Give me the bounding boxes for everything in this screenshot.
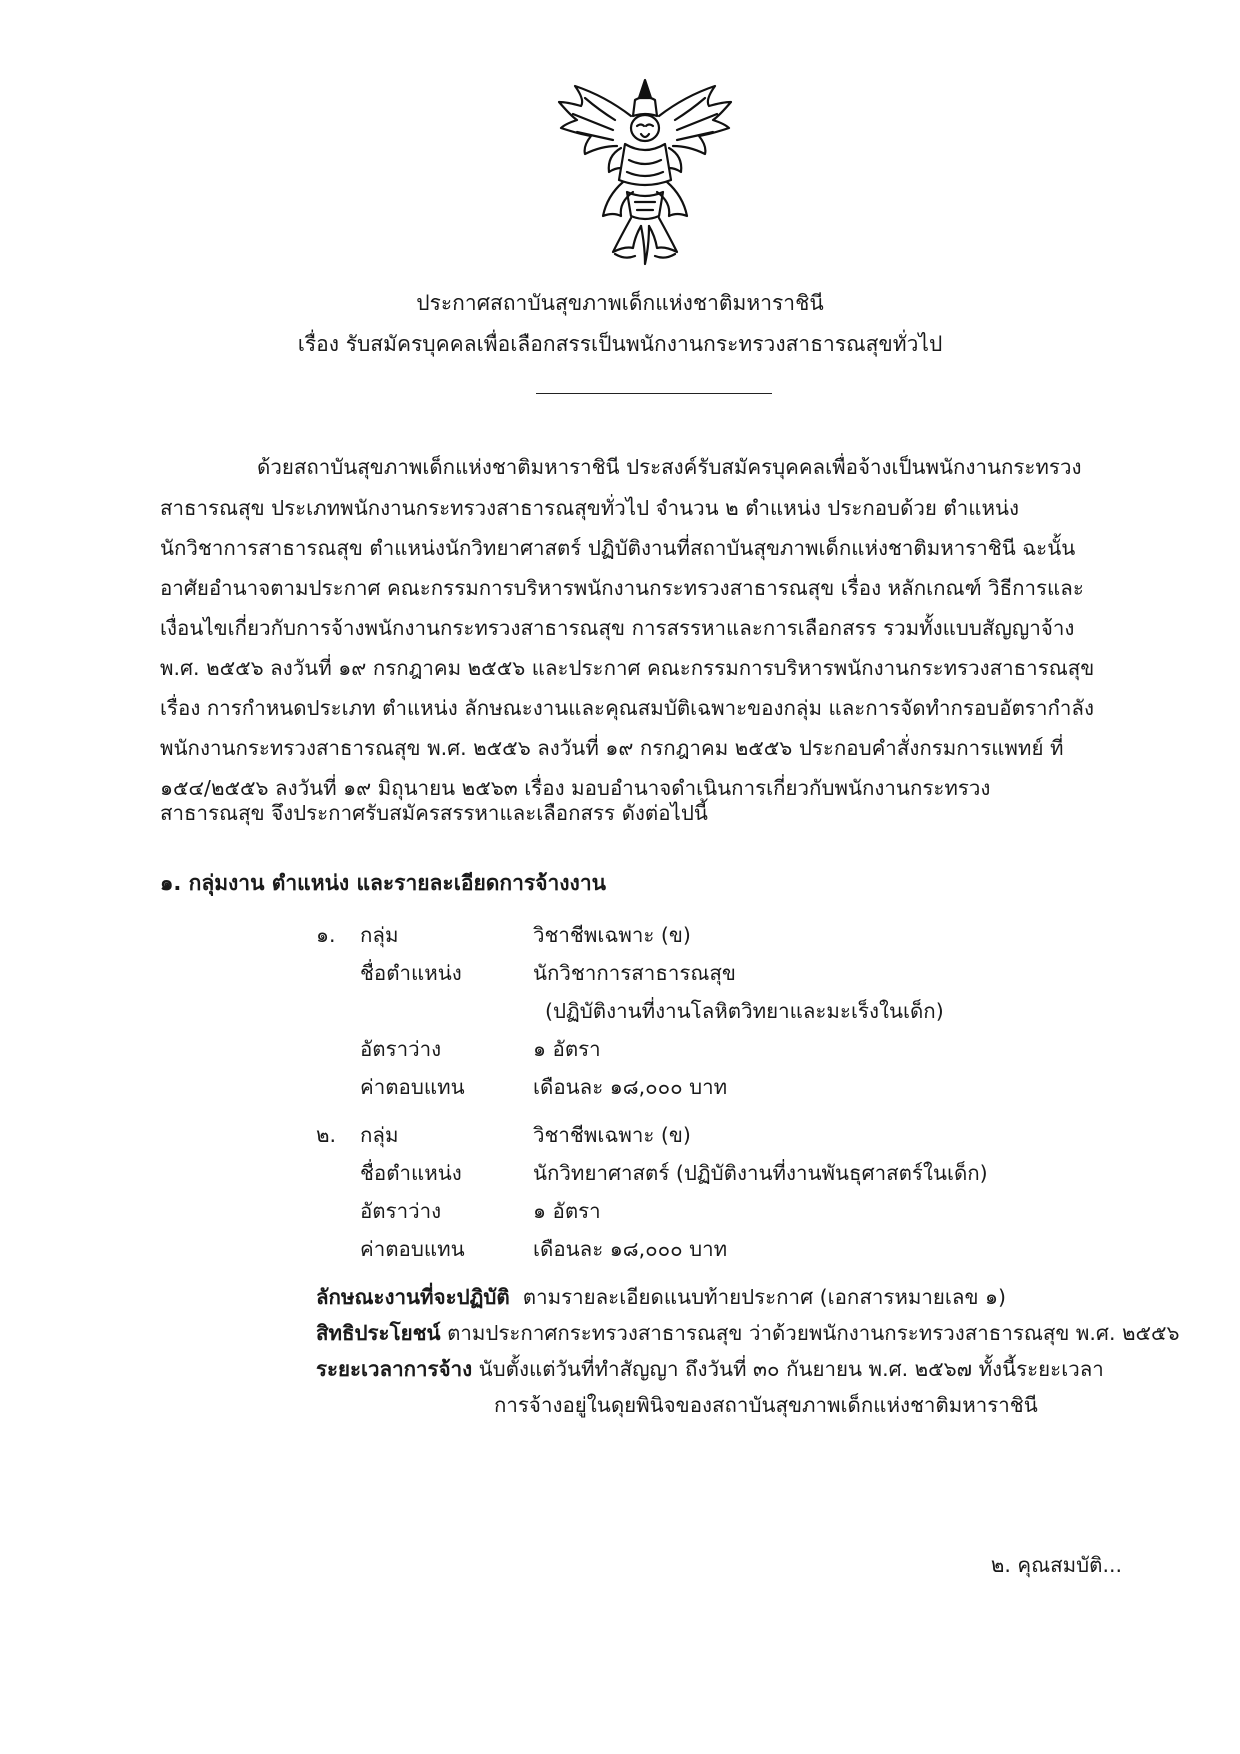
body-line: อาศัยอำนาจตามประกาศ คณะกรรมการบริหารพนักงานกระทรวงสาธารณสุข เรื่อง หลักเกณฑ์ วิธีการและ: [160, 576, 1084, 600]
benefits-row: [316, 1318, 1180, 1348]
body-line: นักวิชาการสาธารณสุข ตำแหน่งนักวิทยาศาสตร์ ปฏิบัติงานที่สถาบันสุขภาพเด็กแห่งชาติมหาราชินี ฉะนั้น: [160, 536, 1076, 560]
body-line: พ.ศ. ๒๕๕๖ ลงวันที่ ๑๙ กรกฎาคม ๒๕๕๖ และประกาศ คณะกรรมการบริหารพนักงานกระทรวงสาธารณสุข: [160, 656, 1095, 680]
body-line: เงื่อนไขเกี่ยวกับการจ้างพนักงานกระทรวงสาธารณสุข การสรรหาและการเลือกสรร รวมทั้งแบบสัญญาจ้าง: [160, 616, 1075, 640]
position-number: ๒.: [316, 1123, 337, 1147]
pay-label: ค่าตอบแทน: [360, 1237, 465, 1261]
body-line: สาธารณสุข ประเภทพนักงานกระทรวงสาธารณสุขทั่วไป จำนวน ๒ ตำแหน่ง ประกอบด้วย ตำแหน่ง: [160, 496, 1019, 520]
vacancy-label: อัตราว่าง: [360, 1037, 442, 1061]
body-line: ๑๕๔/๒๕๕๖ ลงวันที่ ๑๙ มิถุนายน ๒๕๖๓ เรื่อง มอบอำนาจดำเนินการเกี่ยวกับพนักงานกระทรวง: [160, 776, 991, 800]
duties-row: [316, 1282, 1006, 1312]
pay-value: เดือนละ ๑๘,๐๐๐ บาท: [533, 1075, 728, 1099]
group-label: กลุ่ม: [360, 1123, 399, 1147]
vacancy-value: ๑ อัตรา: [533, 1037, 601, 1061]
period-row: [316, 1354, 1104, 1384]
benefits-label: สิทธิประโยชน์: [316, 1321, 441, 1345]
period-value-continued: การจ้างอยู่ในดุยพินิจของสถาบันสุขภาพเด็กแห่งชาติมหาราชินี: [494, 1393, 1038, 1417]
document-title: ประกาศสถาบันสุขภาพเด็กแห่งชาติมหาราชินี: [416, 291, 824, 315]
title-divider: [536, 393, 772, 394]
position-number: ๑.: [316, 923, 336, 947]
group-value: วิชาชีพเฉพาะ (ข): [533, 923, 691, 947]
document-subject: เรื่อง รับสมัครบุคคลเพื่อเลือกสรรเป็นพนักงานกระทรวงสาธารณสุขทั่วไป: [297, 332, 943, 356]
title-label: ชื่อตำแหน่ง: [360, 1161, 462, 1185]
benefits-value: ตามประกาศกระทรวงสาธารณสุข ว่าด้วยพนักงานกระทรวงสาธารณสุข พ.ศ. ๒๕๕๖: [447, 1321, 1180, 1345]
period-label: ระยะเวลาการจ้าง: [316, 1357, 473, 1381]
group-value: วิชาชีพเฉพาะ (ข): [533, 1123, 691, 1147]
vacancy-value: ๑ อัตรา: [533, 1199, 601, 1223]
duties-label: ลักษณะงานที่จะปฏิบัติ: [316, 1285, 510, 1309]
vacancy-label: อัตราว่าง: [360, 1199, 442, 1223]
next-page-marker: ๒. คุณสมบัติ...: [990, 1553, 1122, 1577]
title-value: นักวิทยาศาสตร์ (ปฏิบัติงานที่งานพันธุศาสตร์ในเด็ก): [533, 1161, 988, 1185]
group-label: กลุ่ม: [360, 923, 399, 947]
body-line: พนักงานกระทรวงสาธารณสุข พ.ศ. ๒๕๕๖ ลงวันที่ ๑๙ กรกฎาคม ๒๕๕๖ ประกอบคำสั่งกรมการแพทย์ ที่: [160, 736, 1064, 760]
period-value: นับตั้งแต่วันที่ทำสัญญา ถึงวันที่ ๓๐ กันยายน พ.ศ. ๒๕๖๗ ทั้งนี้ระยะเวลา: [478, 1357, 1104, 1381]
pay-value: เดือนละ ๑๘,๐๐๐ บาท: [533, 1237, 728, 1261]
garuda-emblem-icon: [555, 76, 735, 268]
body-line: สาธารณสุข จึงประกาศรับสมัครสรรหาและเลือกสรร ดังต่อไปนี้: [160, 801, 708, 825]
body-line: ด้วยสถาบันสุขภาพเด็กแห่งชาติมหาราชินี ประสงค์รับสมัครบุคคลเพื่อจ้างเป็นพนักงานกระทรวง: [257, 455, 1082, 479]
pay-label: ค่าตอบแทน: [360, 1075, 465, 1099]
title-note: (ปฏิบัติงานที่งานโลหิตวิทยาและมะเร็งในเด็ก): [545, 999, 944, 1023]
duties-value: ตามรายละเอียดแนบท้ายประกาศ (เอกสารหมายเลข ๑): [522, 1285, 1007, 1309]
body-line: เรื่อง การกำหนดประเภท ตำแหน่ง ลักษณะงานและคุณสมบัติเฉพาะของกลุ่ม และการจัดทำกรอบอัตรากำลัง: [160, 696, 1094, 720]
title-label: ชื่อตำแหน่ง: [360, 961, 462, 985]
section-1-title: ๑. กลุ่มงาน ตำแหน่ง และรายละเอียดการจ้างงาน: [160, 871, 606, 895]
title-value: นักวิชาการสาธารณสุข: [533, 961, 736, 985]
